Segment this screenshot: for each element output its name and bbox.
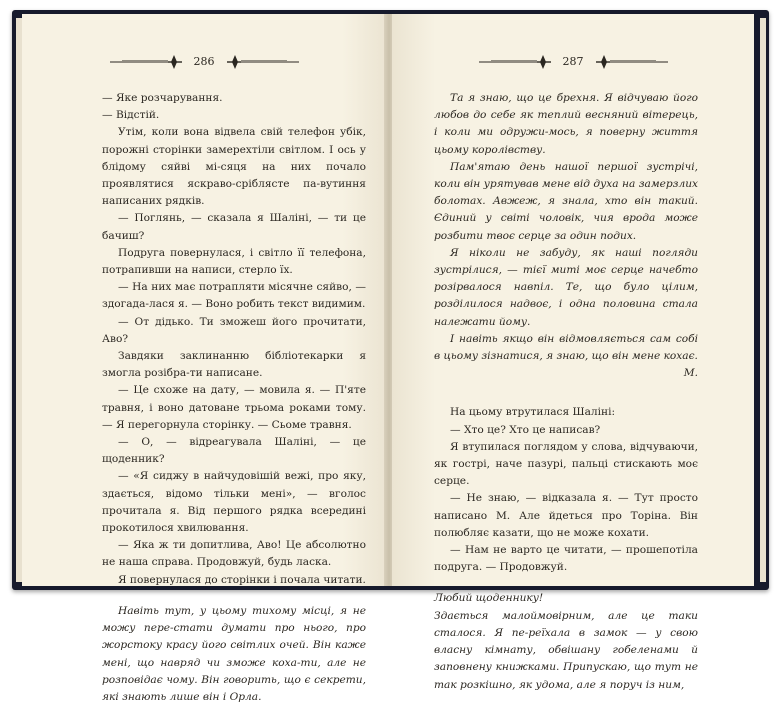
ornament-icon <box>225 54 301 70</box>
paragraph: Я втупилася поглядом у слова, відчуваючи, як гострі, наче пазурі, пальці стискають моє серце. <box>434 440 698 488</box>
page-number: 286 <box>193 55 215 69</box>
paragraph: Утім, коли вона відвела свій телефон убік, порожні сторінки замерехтіли світлом. І ось у блідому сяйві мі-сяця на них почало проявлятися яскраво-сріблясте па-вутиння написаних рядків. <box>102 126 366 208</box>
paragraph: — О, — відреагувала Шаліні, — це щоденник? <box>102 436 366 466</box>
right-page-text <box>434 90 698 694</box>
paragraph: — Яка ж ти допитлива, Аво! Це абсолютно не наша справа. Продовжуй, будь ласка. <box>102 539 366 569</box>
diary-entry: Навіть тут, у цьому тихому місці, я не можу пере-стати думати про нього, про жорстоку красу його світлих очей. Він каже мені, що навряд чи зможе коха-ти, але не розповідає чому. Він говорить, що є секрети, які знають лише він і Орла. <box>102 604 366 703</box>
ornament-icon <box>594 54 670 70</box>
paragraph: — Поглянь, — сказала я Шаліні, — ти це бачиш? <box>102 212 366 242</box>
paragraph: — Не знаю, — відказала я. — Тут просто написано М. Але йдеться про Торіна. Він полюбляє казати, що не може кохати. <box>434 492 698 539</box>
paragraph: — От дідько. Ти зможеш його прочитати, Аво? <box>102 315 366 345</box>
paragraph: — Це схоже на дату, — мовила я. — П'яте травня, і воно датоване трьома роками тому. — Я перегорнула сторінку. — Сьоме травня. <box>102 384 366 431</box>
paragraph: Завдяки заклинанню бібліотекарки я змогла розібра-ти написане. <box>102 350 366 380</box>
diary-entry: І навіть якщо він відмовляється сам собі в цьому зізнатися, я знаю, що він мене кохає. <box>434 332 698 363</box>
left-page-text <box>102 90 366 706</box>
diary-entry: Я ніколи не забуду, як наші погляди зустрілися, — тієї миті моє серце начебто розірвалося навпіл. Те, що було цілим, розділилося надвоє, і одна половина стала належати йому. <box>434 246 698 328</box>
paragraph: Подруга повернулася, і світло її телефона, потрапивши на написи, стерло їх. <box>102 246 366 277</box>
paragraph: — Яке розчарування. <box>102 92 223 104</box>
ornament-icon <box>477 54 553 70</box>
paragraph: На цьому втрутилася Шаліні: <box>450 406 616 419</box>
diary-entry: Пам'ятаю день нашої першої зустрічі, коли він урятував мене від духа на замерзлих болотах. Авжеж, я знала, хто він такий. Єдиний у світі чоловік, чия врода може розбити твоє серце за один подих. <box>434 160 698 242</box>
paragraph: — Хто це? Хто це написав? <box>450 423 601 436</box>
ornament-icon <box>108 54 184 70</box>
left-page-header <box>22 54 386 70</box>
page-number: 287 <box>562 55 584 69</box>
diary-greeting: Любий щоденнику! <box>434 592 544 605</box>
diary-entry: Здається малоймовірним, але це таки сталося. Я пе-реїхала в замок — у свою власну кімнату, обвішану гобеленами й заповнену книжками. Припускаю, що тут не так розкішно, як удома, але я поруч із ним, <box>434 609 698 691</box>
paragraph: — На них має потрапляти місячне сяйво, — здогада-лася я. — Воно робить текст видимим. <box>102 281 366 311</box>
page-edges-right <box>760 18 766 582</box>
paragraph: Я повернулася до сторінки і почала читати. <box>118 573 366 586</box>
right-page <box>392 14 754 691</box>
paragraph: — «Я сиджу в найчудовішій вежі, про яку, здається, відомо тільки мені», — вголос прочитала я. Від першого рядка всередині прокотилося хвилювання. <box>102 470 366 535</box>
right-page-header <box>392 54 754 70</box>
diary-entry: Та я знаю, що це брехня. Я відчуваю його любов до себе як теплий весняний вітерець, і коли ми одружи-мось, я поверну життя цьому королівству. <box>434 92 698 156</box>
signature: М. <box>683 367 698 380</box>
left-page <box>22 14 387 703</box>
paragraph: — Нам не варто це читати, — прошепотіла подруга. — Продовжуй. <box>434 544 698 574</box>
paragraph: — Відстій. <box>102 109 160 122</box>
